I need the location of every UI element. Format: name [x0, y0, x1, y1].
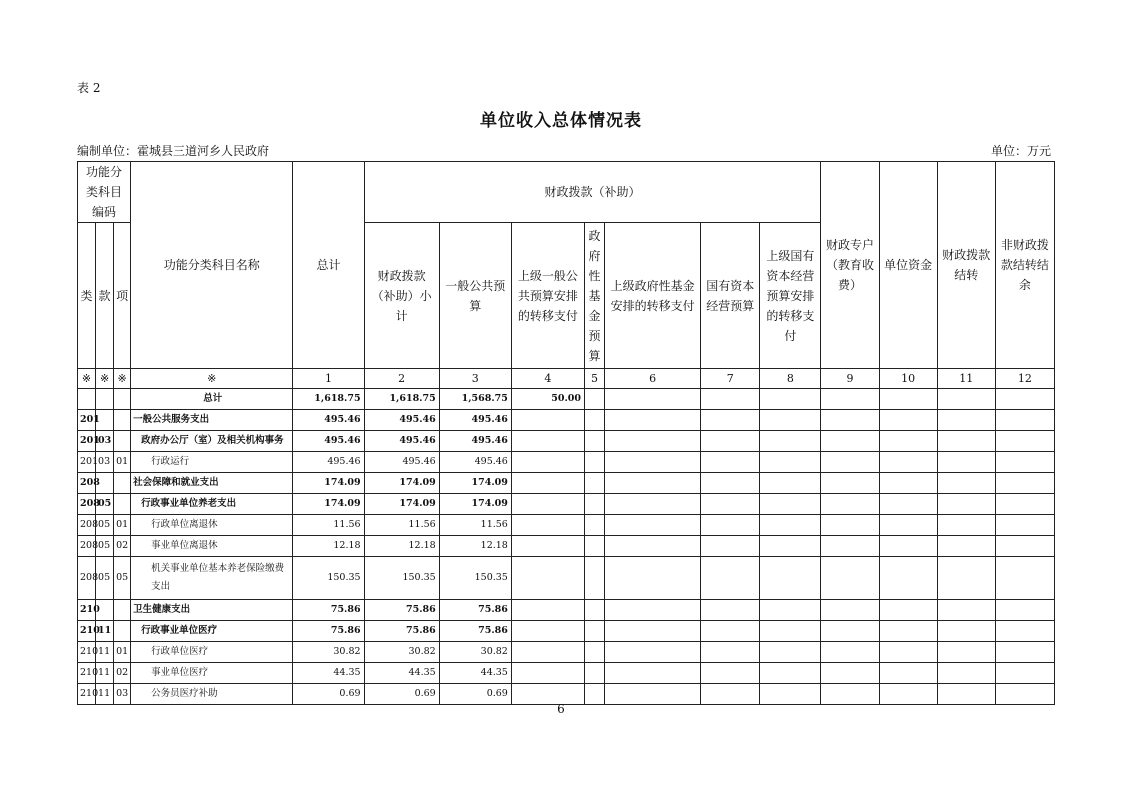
- row-empty-cell: [821, 663, 879, 684]
- row-xiang-cell: 02: [114, 663, 131, 684]
- table-row: [78, 536, 1055, 557]
- page-number: 6: [557, 702, 565, 716]
- index-cell: 11: [937, 369, 995, 389]
- row-empty-cell: [701, 389, 760, 410]
- row-upper-general-transfer-cell: [511, 473, 584, 494]
- row-lei-cell: 208: [78, 536, 96, 557]
- row-empty-cell: [605, 536, 701, 557]
- row-general-budget-cell: 174.09: [439, 494, 511, 515]
- row-empty-cell: [701, 431, 760, 452]
- row-empty-cell: [585, 410, 605, 431]
- header-upper-gov-fund-transfer: 上级政府性基金安排的转移支付: [605, 223, 701, 369]
- compiling-unit: 编制单位：霍城县三道河乡人民政府: [77, 144, 270, 158]
- row-empty-cell: [585, 473, 605, 494]
- row-lei-cell: 210: [78, 621, 96, 642]
- row-upper-general-transfer-cell: [511, 557, 584, 600]
- index-cell: 10: [879, 369, 937, 389]
- row-empty-cell: [701, 600, 760, 621]
- row-fiscal-subtotal-cell: 174.09: [364, 473, 439, 494]
- row-empty-cell: [605, 663, 701, 684]
- header-nonfiscal-carryover: 非财政拨款结转结余: [995, 162, 1054, 369]
- row-empty-cell: [760, 389, 821, 410]
- table-row: [78, 557, 1055, 600]
- row-empty-cell: [760, 642, 821, 663]
- row-fiscal-subtotal-cell: 0.69: [364, 684, 439, 705]
- row-kuan-cell: 11: [96, 684, 114, 705]
- row-general-budget-cell: 495.46: [439, 431, 511, 452]
- header-kuan: 款: [96, 223, 114, 369]
- header-unit-funds: 单位资金: [879, 162, 937, 369]
- row-lei-cell: [78, 389, 96, 410]
- row-empty-cell: [585, 452, 605, 473]
- row-empty-cell: [585, 389, 605, 410]
- table-row: [78, 600, 1055, 621]
- row-empty-cell: [760, 536, 821, 557]
- row-empty-cell: [995, 515, 1054, 536]
- row-fiscal-subtotal-cell: 495.46: [364, 452, 439, 473]
- row-name-cell: 社会保障和就业支出: [131, 473, 293, 494]
- table-row: [78, 642, 1055, 663]
- row-kuan-cell: [96, 389, 114, 410]
- row-empty-cell: [937, 410, 995, 431]
- table-row: [78, 473, 1055, 494]
- row-total-cell: 12.18: [293, 536, 364, 557]
- row-empty-cell: [821, 621, 879, 642]
- row-kuan-cell: 11: [96, 642, 114, 663]
- row-empty-cell: [821, 494, 879, 515]
- row-empty-cell: [821, 642, 879, 663]
- page-title: 单位收入总体情况表: [480, 111, 642, 131]
- row-empty-cell: [937, 600, 995, 621]
- row-total-cell: 44.35: [293, 663, 364, 684]
- index-cell: 3: [439, 369, 511, 389]
- row-empty-cell: [760, 600, 821, 621]
- row-name-cell: 行政事业单位医疗: [131, 621, 293, 642]
- row-fiscal-subtotal-cell: 30.82: [364, 642, 439, 663]
- header-lei: 类: [78, 223, 96, 369]
- row-name-cell: 政府办公厅（室）及相关机构事务: [131, 431, 293, 452]
- row-empty-cell: [937, 515, 995, 536]
- row-empty-cell: [821, 536, 879, 557]
- header-upper-state-capital-transfer: 上级国有资本经营预算安排的转移支付: [760, 223, 821, 369]
- row-name-cell: 卫生健康支出: [131, 600, 293, 621]
- row-empty-cell: [585, 621, 605, 642]
- index-cell: ※: [114, 369, 131, 389]
- row-general-budget-cell: 30.82: [439, 642, 511, 663]
- row-name-cell: 行政单位离退休: [131, 515, 293, 536]
- row-empty-cell: [585, 642, 605, 663]
- row-empty-cell: [995, 557, 1054, 600]
- index-cell: 5: [585, 369, 605, 389]
- row-total-cell: 1,618.75: [293, 389, 364, 410]
- row-empty-cell: [760, 473, 821, 494]
- row-empty-cell: [605, 600, 701, 621]
- row-empty-cell: [995, 473, 1054, 494]
- row-name-cell: 事业单位医疗: [131, 663, 293, 684]
- row-empty-cell: [995, 494, 1054, 515]
- row-upper-general-transfer-cell: [511, 600, 584, 621]
- row-total-cell: 75.86: [293, 621, 364, 642]
- row-total-cell: 174.09: [293, 473, 364, 494]
- row-empty-cell: [937, 621, 995, 642]
- row-empty-cell: [821, 557, 879, 600]
- row-upper-general-transfer-cell: [511, 642, 584, 663]
- total-row: [78, 389, 1055, 410]
- row-empty-cell: [585, 515, 605, 536]
- row-empty-cell: [995, 431, 1054, 452]
- row-empty-cell: [937, 642, 995, 663]
- row-empty-cell: [821, 473, 879, 494]
- row-lei-cell: 208: [78, 515, 96, 536]
- row-empty-cell: [937, 536, 995, 557]
- row-empty-cell: [995, 642, 1054, 663]
- row-lei-cell: 201: [78, 410, 96, 431]
- row-empty-cell: [995, 536, 1054, 557]
- row-empty-cell: [937, 473, 995, 494]
- row-fiscal-subtotal-cell: 1,618.75: [364, 389, 439, 410]
- row-empty-cell: [879, 452, 937, 473]
- row-name-cell: 行政事业单位养老支出: [131, 494, 293, 515]
- index-cell: 2: [364, 369, 439, 389]
- index-cell: 9: [821, 369, 879, 389]
- row-kuan-cell: 03: [96, 452, 114, 473]
- table-label: 表 2: [77, 81, 101, 95]
- index-cell: 1: [293, 369, 364, 389]
- row-empty-cell: [879, 600, 937, 621]
- row-empty-cell: [605, 410, 701, 431]
- row-empty-cell: [585, 600, 605, 621]
- row-empty-cell: [995, 621, 1054, 642]
- table-row: [78, 515, 1055, 536]
- row-xiang-cell: [114, 431, 131, 452]
- header-gov-fund-budget: 政府性基金预算: [585, 223, 605, 369]
- row-xiang-cell: 02: [114, 536, 131, 557]
- row-empty-cell: [879, 621, 937, 642]
- index-cell: ※: [78, 369, 96, 389]
- header-fiscal-group: 财政拨款（补助）: [364, 162, 821, 223]
- row-upper-general-transfer-cell: [511, 452, 584, 473]
- row-general-budget-cell: 75.86: [439, 600, 511, 621]
- row-name-cell: 一般公共服务支出: [131, 410, 293, 431]
- row-name-cell: 行政运行: [131, 452, 293, 473]
- row-empty-cell: [879, 389, 937, 410]
- row-empty-cell: [585, 663, 605, 684]
- row-upper-general-transfer-cell: [511, 621, 584, 642]
- row-xiang-cell: [114, 494, 131, 515]
- row-empty-cell: [701, 557, 760, 600]
- row-empty-cell: [585, 536, 605, 557]
- row-empty-cell: [995, 410, 1054, 431]
- index-cell: 4: [511, 369, 584, 389]
- row-fiscal-subtotal-cell: 11.56: [364, 515, 439, 536]
- row-empty-cell: [879, 536, 937, 557]
- row-xiang-cell: [114, 389, 131, 410]
- row-empty-cell: [937, 431, 995, 452]
- header-xiang: 项: [114, 223, 131, 369]
- row-empty-cell: [937, 452, 995, 473]
- row-general-budget-cell: 174.09: [439, 473, 511, 494]
- row-empty-cell: [701, 663, 760, 684]
- row-empty-cell: [821, 452, 879, 473]
- row-xiang-cell: 05: [114, 557, 131, 600]
- row-empty-cell: [701, 494, 760, 515]
- row-empty-cell: [995, 600, 1054, 621]
- header-code-group: 功能分类科目编码: [78, 162, 131, 223]
- row-lei-cell: 210: [78, 663, 96, 684]
- row-general-budget-cell: 495.46: [439, 452, 511, 473]
- row-general-budget-cell: 11.56: [439, 515, 511, 536]
- row-lei-cell: 210: [78, 642, 96, 663]
- row-empty-cell: [585, 494, 605, 515]
- row-empty-cell: [879, 557, 937, 600]
- row-total-cell: 30.82: [293, 642, 364, 663]
- row-empty-cell: [879, 663, 937, 684]
- row-upper-general-transfer-cell: [511, 410, 584, 431]
- row-empty-cell: [760, 557, 821, 600]
- row-kuan-cell: 05: [96, 536, 114, 557]
- row-general-budget-cell: 75.86: [439, 621, 511, 642]
- row-lei-cell: 201: [78, 452, 96, 473]
- row-total-cell: 495.46: [293, 431, 364, 452]
- row-general-budget-cell: 0.69: [439, 684, 511, 705]
- row-xiang-cell: [114, 473, 131, 494]
- table-row: [78, 621, 1055, 642]
- table-row: [78, 410, 1055, 431]
- row-empty-cell: [937, 494, 995, 515]
- row-lei-cell: 208: [78, 494, 96, 515]
- row-empty-cell: [605, 557, 701, 600]
- header-fiscal-carryover: 财政拨款结转: [937, 162, 995, 369]
- row-name-cell: 事业单位离退休: [131, 536, 293, 557]
- row-empty-cell: [760, 494, 821, 515]
- row-fiscal-subtotal-cell: 495.46: [364, 431, 439, 452]
- row-xiang-cell: [114, 621, 131, 642]
- header-state-capital-budget: 国有资本经营预算: [701, 223, 760, 369]
- row-name-cell: 总计: [131, 389, 293, 410]
- row-empty-cell: [879, 515, 937, 536]
- row-general-budget-cell: 150.35: [439, 557, 511, 600]
- row-empty-cell: [605, 515, 701, 536]
- row-fiscal-subtotal-cell: 174.09: [364, 494, 439, 515]
- table-row: [78, 663, 1055, 684]
- row-name-cell: 机关事业单位基本养老保险缴费支出: [131, 557, 293, 600]
- row-empty-cell: [879, 431, 937, 452]
- row-name-cell: 行政单位医疗: [131, 642, 293, 663]
- row-upper-general-transfer-cell: [511, 536, 584, 557]
- row-empty-cell: [585, 557, 605, 600]
- row-xiang-cell: 03: [114, 684, 131, 705]
- row-empty-cell: [701, 452, 760, 473]
- index-row: [78, 369, 1055, 389]
- row-kuan-cell: 05: [96, 515, 114, 536]
- row-lei-cell: 208: [78, 473, 96, 494]
- index-cell: ※: [131, 369, 293, 389]
- row-total-cell: 150.35: [293, 557, 364, 600]
- table-row: [78, 452, 1055, 473]
- header-total: 总计: [293, 162, 364, 369]
- row-empty-cell: [995, 663, 1054, 684]
- row-kuan-cell: 11: [96, 663, 114, 684]
- row-empty-cell: [995, 452, 1054, 473]
- row-empty-cell: [605, 494, 701, 515]
- row-lei-cell: 210: [78, 684, 96, 705]
- row-fiscal-subtotal-cell: 75.86: [364, 600, 439, 621]
- row-empty-cell: [821, 431, 879, 452]
- row-lei-cell: 201: [78, 431, 96, 452]
- row-empty-cell: [879, 473, 937, 494]
- row-general-budget-cell: 12.18: [439, 536, 511, 557]
- row-total-cell: 495.46: [293, 410, 364, 431]
- row-empty-cell: [760, 431, 821, 452]
- row-empty-cell: [879, 410, 937, 431]
- row-empty-cell: [821, 600, 879, 621]
- row-empty-cell: [995, 389, 1054, 410]
- row-xiang-cell: 01: [114, 452, 131, 473]
- income-summary-table: [77, 161, 1055, 705]
- index-cell: 8: [760, 369, 821, 389]
- row-fiscal-subtotal-cell: 44.35: [364, 663, 439, 684]
- row-empty-cell: [605, 642, 701, 663]
- row-total-cell: 11.56: [293, 515, 364, 536]
- header-special-edu: 财政专户（教育收费）: [821, 162, 879, 369]
- header-general-budget: 一般公共预算: [439, 223, 511, 369]
- row-total-cell: 0.69: [293, 684, 364, 705]
- row-empty-cell: [605, 431, 701, 452]
- row-empty-cell: [701, 515, 760, 536]
- row-general-budget-cell: 495.46: [439, 410, 511, 431]
- row-upper-general-transfer-cell: [511, 431, 584, 452]
- row-name-cell: 公务员医疗补助: [131, 684, 293, 705]
- row-empty-cell: [821, 410, 879, 431]
- row-empty-cell: [937, 389, 995, 410]
- row-upper-general-transfer-cell: [511, 494, 584, 515]
- row-empty-cell: [760, 621, 821, 642]
- row-kuan-cell: 03: [96, 431, 114, 452]
- row-lei-cell: 210: [78, 600, 96, 621]
- row-empty-cell: [585, 431, 605, 452]
- row-empty-cell: [879, 642, 937, 663]
- row-general-budget-cell: 1,568.75: [439, 389, 511, 410]
- row-empty-cell: [760, 515, 821, 536]
- row-total-cell: 75.86: [293, 600, 364, 621]
- table-row: [78, 431, 1055, 452]
- row-empty-cell: [937, 557, 995, 600]
- index-cell: 7: [701, 369, 760, 389]
- row-fiscal-subtotal-cell: 12.18: [364, 536, 439, 557]
- row-kuan-cell: 11: [96, 621, 114, 642]
- row-total-cell: 174.09: [293, 494, 364, 515]
- row-xiang-cell: [114, 600, 131, 621]
- row-empty-cell: [701, 473, 760, 494]
- row-empty-cell: [605, 621, 701, 642]
- row-empty-cell: [879, 494, 937, 515]
- index-cell: 6: [605, 369, 701, 389]
- table-row: [78, 494, 1055, 515]
- row-empty-cell: [701, 536, 760, 557]
- row-empty-cell: [760, 410, 821, 431]
- row-empty-cell: [701, 621, 760, 642]
- row-empty-cell: [937, 663, 995, 684]
- row-fiscal-subtotal-cell: 150.35: [364, 557, 439, 600]
- row-kuan-cell: 05: [96, 494, 114, 515]
- row-kuan-cell: 05: [96, 557, 114, 600]
- index-cell: 12: [995, 369, 1054, 389]
- header-name: 功能分类科目名称: [131, 162, 293, 369]
- row-upper-general-transfer-cell: [511, 515, 584, 536]
- row-xiang-cell: [114, 410, 131, 431]
- row-empty-cell: [701, 642, 760, 663]
- row-empty-cell: [760, 663, 821, 684]
- row-empty-cell: [821, 515, 879, 536]
- header-fiscal-subtotal: 财政拨款（补助）小计: [364, 223, 439, 369]
- row-lei-cell: 208: [78, 557, 96, 600]
- header-upper-general-transfer: 上级一般公共预算安排的转移支付: [511, 223, 584, 369]
- row-fiscal-subtotal-cell: 75.86: [364, 621, 439, 642]
- row-empty-cell: [821, 389, 879, 410]
- row-empty-cell: [605, 473, 701, 494]
- row-empty-cell: [760, 452, 821, 473]
- row-xiang-cell: 01: [114, 642, 131, 663]
- row-empty-cell: [605, 452, 701, 473]
- currency-unit: 单位：万元: [990, 144, 1051, 158]
- row-upper-general-transfer-cell: [511, 663, 584, 684]
- row-upper-general-transfer-cell: 50.00: [511, 389, 584, 410]
- row-general-budget-cell: 44.35: [439, 663, 511, 684]
- row-total-cell: 495.46: [293, 452, 364, 473]
- row-xiang-cell: 01: [114, 515, 131, 536]
- row-empty-cell: [701, 410, 760, 431]
- row-empty-cell: [605, 389, 701, 410]
- table-body: [78, 389, 1055, 705]
- index-cell: ※: [96, 369, 114, 389]
- row-fiscal-subtotal-cell: 495.46: [364, 410, 439, 431]
